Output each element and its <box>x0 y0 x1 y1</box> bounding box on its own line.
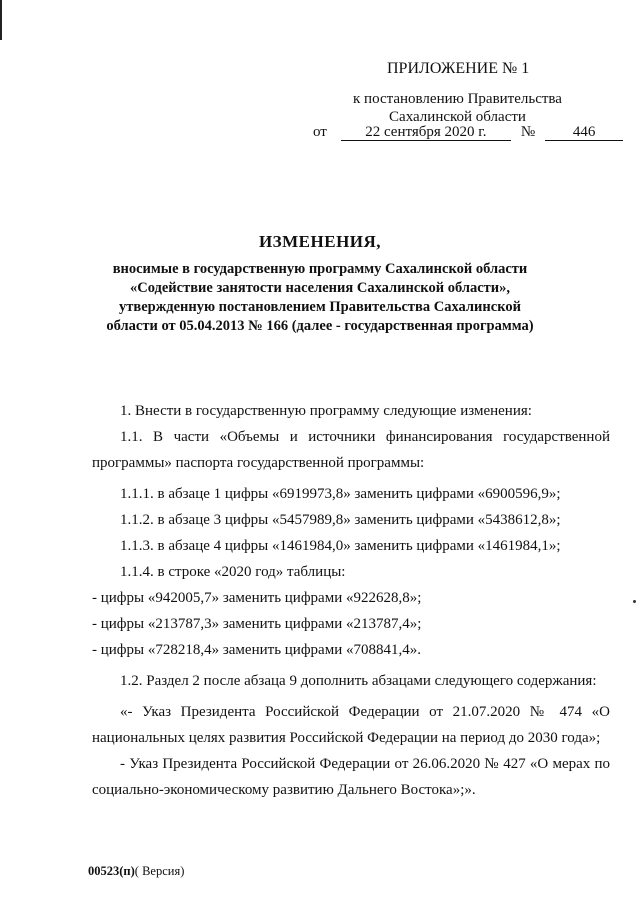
document-body <box>92 398 610 803</box>
scan-edge-mark <box>0 0 2 40</box>
appendix-heading: ПРИЛОЖЕНИЕ № 1 <box>387 60 530 77</box>
change-item-3: - цифры «728218,4» заменить цифрами «708841,4». <box>92 642 421 658</box>
title-main: ИЗМЕНЕНИЯ, <box>258 232 382 251</box>
paragraph-1-1-1: 1.1.1. в абзаце 1 цифры «6919973,8» заменить цифрами «6900596,9»; <box>120 486 561 502</box>
paragraph-1-1-4: 1.1.4. в строке «2020 год» таблицы: <box>120 564 346 580</box>
paragraph-1-2: 1.2. Раздел 2 после абзаца 9 дополнить абзацами следующего содержания: <box>120 673 597 689</box>
title-line-1: вносимые в государственную программу Сахалинской области <box>112 261 528 277</box>
change-item-2: - цифры «213787,3» заменить цифрами «213787,4»; <box>92 616 422 632</box>
document-title <box>0 232 640 336</box>
paragraph-1-1-2: 1.1.2. в абзаце 3 цифры «5457989,8» заменить цифрами «5438612,8»; <box>120 512 561 528</box>
title-line-3: утвержденную постановлением Правительства Сахалинской <box>119 299 521 315</box>
number-label: № <box>520 124 536 140</box>
quote-decree-474: «- Указ Президента Российской Федерации от 21.07.2020 № 474 «О национальных целях развития Российской Федерации на период до 2030 года»; <box>92 704 610 746</box>
scan-dot <box>633 600 636 603</box>
decree-date: 22 сентября 2020 г. <box>341 124 511 141</box>
from-label: от <box>313 124 327 140</box>
title-line-4: области от 05.04.2013 № 166 (далее - государственная программа) <box>106 318 534 334</box>
footer-version: ( Версия) <box>134 864 185 878</box>
decree-reference <box>350 90 565 126</box>
paragraph-1-1-3: 1.1.3. в абзаце 4 цифры «1461984,0» заменить цифрами «1461984,1»; <box>120 538 561 554</box>
decree-number: 446 <box>545 124 623 141</box>
footer-code: 00523(п) <box>88 864 135 878</box>
title-line-2: «Содействие занятости населения Сахалинской области», <box>129 280 511 296</box>
title-subtitle <box>0 260 640 336</box>
document-footer <box>88 864 184 879</box>
change-item-1: - цифры «942005,7» заменить цифрами «922628,8»; <box>92 590 422 606</box>
decree-date-line <box>313 124 623 141</box>
paragraph-1: 1. Внести в государственную программу следующие изменения: <box>120 403 532 419</box>
quote-decree-427: - Указ Президента Российской Федерации от 26.06.2020 № 427 «О мерах по социально-экономическому развитию Дальнего Востока»;». <box>92 756 610 798</box>
decree-reference-line1: к постановлению Правительства <box>353 91 562 107</box>
decree-reference-line2: Сахалинской области <box>389 109 526 125</box>
paragraph-1-1: 1.1. В части «Объемы и источники финансирования государственной программы» паспорта государственной программы: <box>92 429 610 471</box>
